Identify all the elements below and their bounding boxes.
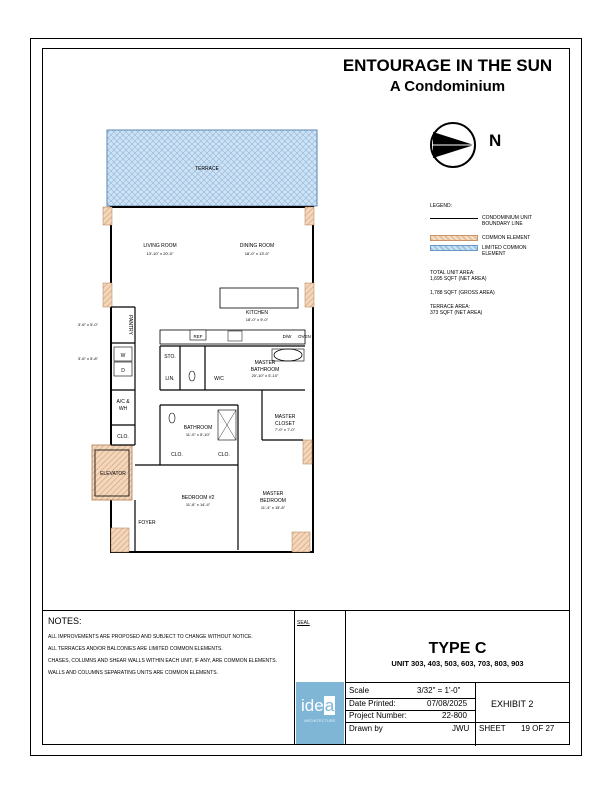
plan-label: REF <box>193 334 203 339</box>
exhibit-label: EXHIBIT 2 <box>491 699 534 709</box>
plan-label: A/C & <box>116 399 130 405</box>
unit-type: TYPE C <box>428 640 487 657</box>
plan-label: DINING ROOM <box>239 243 275 249</box>
sheet-value: 19 OF 27 <box>521 724 555 733</box>
date-label: Date Printed: <box>349 699 396 708</box>
north-label: N <box>489 131 502 150</box>
plan-label: STO. <box>164 354 176 360</box>
title-block-divider <box>42 610 570 611</box>
plan-label: W <box>120 353 126 359</box>
title-block-table <box>345 682 570 745</box>
plan-dim: 7'-0" x 7'-0" <box>274 427 296 432</box>
total-area-label: TOTAL UNIT AREA: <box>430 270 475 276</box>
plan-label: MASTER <box>262 491 284 497</box>
legend-label: COMMON ELEMENT <box>482 235 531 241</box>
column <box>305 207 314 225</box>
toilet <box>189 371 195 381</box>
legend-label: CONDOMINIUM UNIT <box>482 215 532 221</box>
column <box>103 283 112 307</box>
plan-dim: 18'-0" x 9'-0" <box>245 317 269 322</box>
plan-label: CLO. <box>171 452 183 458</box>
project-subtitle: A Condominium <box>389 78 506 95</box>
net-area: 1,695 SQFT (NET AREA) <box>430 276 487 282</box>
terrace-area-label: TERRACE AREA: <box>430 304 471 310</box>
notes-heading: NOTES: <box>48 616 82 626</box>
legend-heading: LEGEND: <box>430 203 452 209</box>
project-value: 22-800 <box>442 711 467 720</box>
terrace-area: 373 SQFT (NET AREA) <box>430 310 483 316</box>
note-item: ALL TERRACES AND/OR BALCONIES ARE LIMITED COMMON ELEMENTS. <box>48 646 223 652</box>
plan-label: D <box>121 368 125 374</box>
plan-label: BATHROOM <box>250 367 280 373</box>
plan-label: ELEVATOR <box>100 471 126 477</box>
gross-area: 1,788 SQFT (GROSS AREA) <box>430 290 495 296</box>
plan-label: OVEN <box>298 334 311 339</box>
column <box>305 283 314 307</box>
legend-label: BOUNDARY LINE <box>482 221 523 227</box>
plan-dim: 18'-0" x 13'-0" <box>244 251 270 256</box>
plan-label: BATHROOM <box>183 425 213 431</box>
plan-dim: 3'-6" x 5'-8" <box>77 356 99 361</box>
plan-dim: 20'-10" x 5'-10" <box>251 373 279 378</box>
seal-label: SEAL <box>297 620 310 626</box>
scale-label: Scale <box>349 686 370 695</box>
note-item: CHASES, COLUMNS AND SHEAR WALLS WITHIN EACH UNIT, IF ANY, ARE COMMON ELEMENTS. <box>48 658 277 664</box>
bathtub <box>274 349 302 361</box>
scale-value: 3/32" = 1'-0" <box>417 686 461 695</box>
project-title: ENTOURAGE IN THE SUN <box>342 56 553 75</box>
plan-label: MASTER <box>254 360 276 366</box>
toilet <box>169 413 175 423</box>
plan-label: KITCHEN <box>246 310 268 316</box>
plan-dim: 3'-6" x 5'-0" <box>77 322 99 327</box>
plan-label: LIN. <box>165 376 175 382</box>
plan-label: CLO. <box>117 434 129 440</box>
plan-dim: 11'-6" x 14'-4" <box>185 502 211 507</box>
project-label: Project Number: <box>349 711 407 720</box>
plan-label: MASTER <box>274 414 296 420</box>
plan-label: WH <box>118 406 128 412</box>
notes <box>48 618 288 682</box>
kitchen-island <box>220 288 298 308</box>
cooktop <box>228 331 242 341</box>
plan-label: W/C <box>214 376 224 382</box>
logo-text: ide <box>301 696 324 715</box>
idea-logo <box>296 682 344 744</box>
plan-label: BEDROOM #2 <box>181 495 215 501</box>
plan-label: PANTRY <box>127 315 133 335</box>
column <box>103 207 112 225</box>
note-item: ALL IMPROVEMENTS ARE PROPOSED AND SUBJECT TO CHANGE WITHOUT NOTICE. <box>48 634 253 640</box>
divider <box>294 610 295 745</box>
drawn-value: JWU <box>452 724 470 733</box>
unit-list: UNIT 303, 403, 503, 603, 703, 803, 903 <box>391 659 524 668</box>
column <box>111 528 129 552</box>
plan-dim: 13'-10" x 20'-0" <box>146 251 174 256</box>
plan-label: TERRACE <box>195 166 219 172</box>
plan-label: CLO. <box>218 452 230 458</box>
plan-label: FOYER <box>138 520 156 526</box>
column <box>292 532 310 552</box>
plan-label: D/W <box>282 334 292 339</box>
logo-accent: a <box>324 696 335 715</box>
drawn-label: Drawn by <box>349 724 383 733</box>
legend-label: LIMITED COMMON <box>482 245 527 251</box>
sheet-label: SHEET <box>479 724 506 733</box>
date-value: 07/08/2025 <box>427 699 468 708</box>
note-item: WALLS AND COLUMNS SEPARATING UNITS ARE COMMON ELEMENTS. <box>48 670 218 676</box>
plan-label: LIVING ROOM <box>143 243 177 249</box>
column <box>303 440 312 464</box>
plan-label: BEDROOM <box>260 498 286 504</box>
logo-tagline: ARCHITECTURE <box>304 718 336 723</box>
plan-dim: 11'-4" x 15'-6" <box>260 505 286 510</box>
plan-label: CLOSET <box>274 421 296 427</box>
plan-dim: 11'-0" x 5'-10" <box>185 432 211 437</box>
legend-label: ELEMENT <box>482 251 506 257</box>
